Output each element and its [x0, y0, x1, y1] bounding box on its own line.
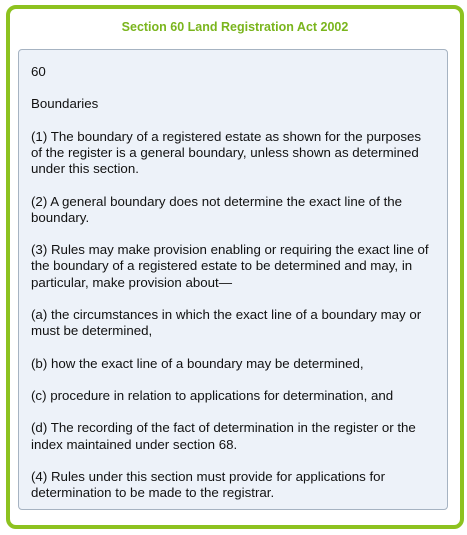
- document-title: Section 60 Land Registration Act 2002: [121, 20, 349, 34]
- paragraph-4: (4) Rules under this section must provide for applications for determination to be made to the registrar.: [31, 468, 386, 501]
- paragraph-3c: (c) procedure in relation to applications for determination, and: [31, 387, 394, 403]
- paragraph-3: (3) Rules may make provision enabling or requiring the exact line of the boundary of a registered estate to be determined and may, in particular, make provision about—: [31, 242, 429, 290]
- paragraph-1: (1) The boundary of a registered estate as shown for the purposes of the register is a general boundary, unless shown as determined under this section.: [31, 128, 422, 177]
- document-frame: [6, 5, 464, 529]
- section-text-panel: [18, 49, 448, 510]
- section-number: 60: [31, 64, 46, 79]
- paragraph-3d: (d) The recording of the fact of determination in the register or the index maintained under section 68.: [31, 420, 416, 452]
- paragraph-2: (2) A general boundary does not determine the exact line of the boundary.: [31, 193, 403, 225]
- section-heading: Boundaries: [31, 96, 99, 112]
- paragraph-3a: (a) the circumstances in which the exact line of a boundary may or must be determined,: [31, 306, 422, 339]
- paragraph-3b: (b) how the exact line of a boundary may be determined,: [31, 355, 364, 371]
